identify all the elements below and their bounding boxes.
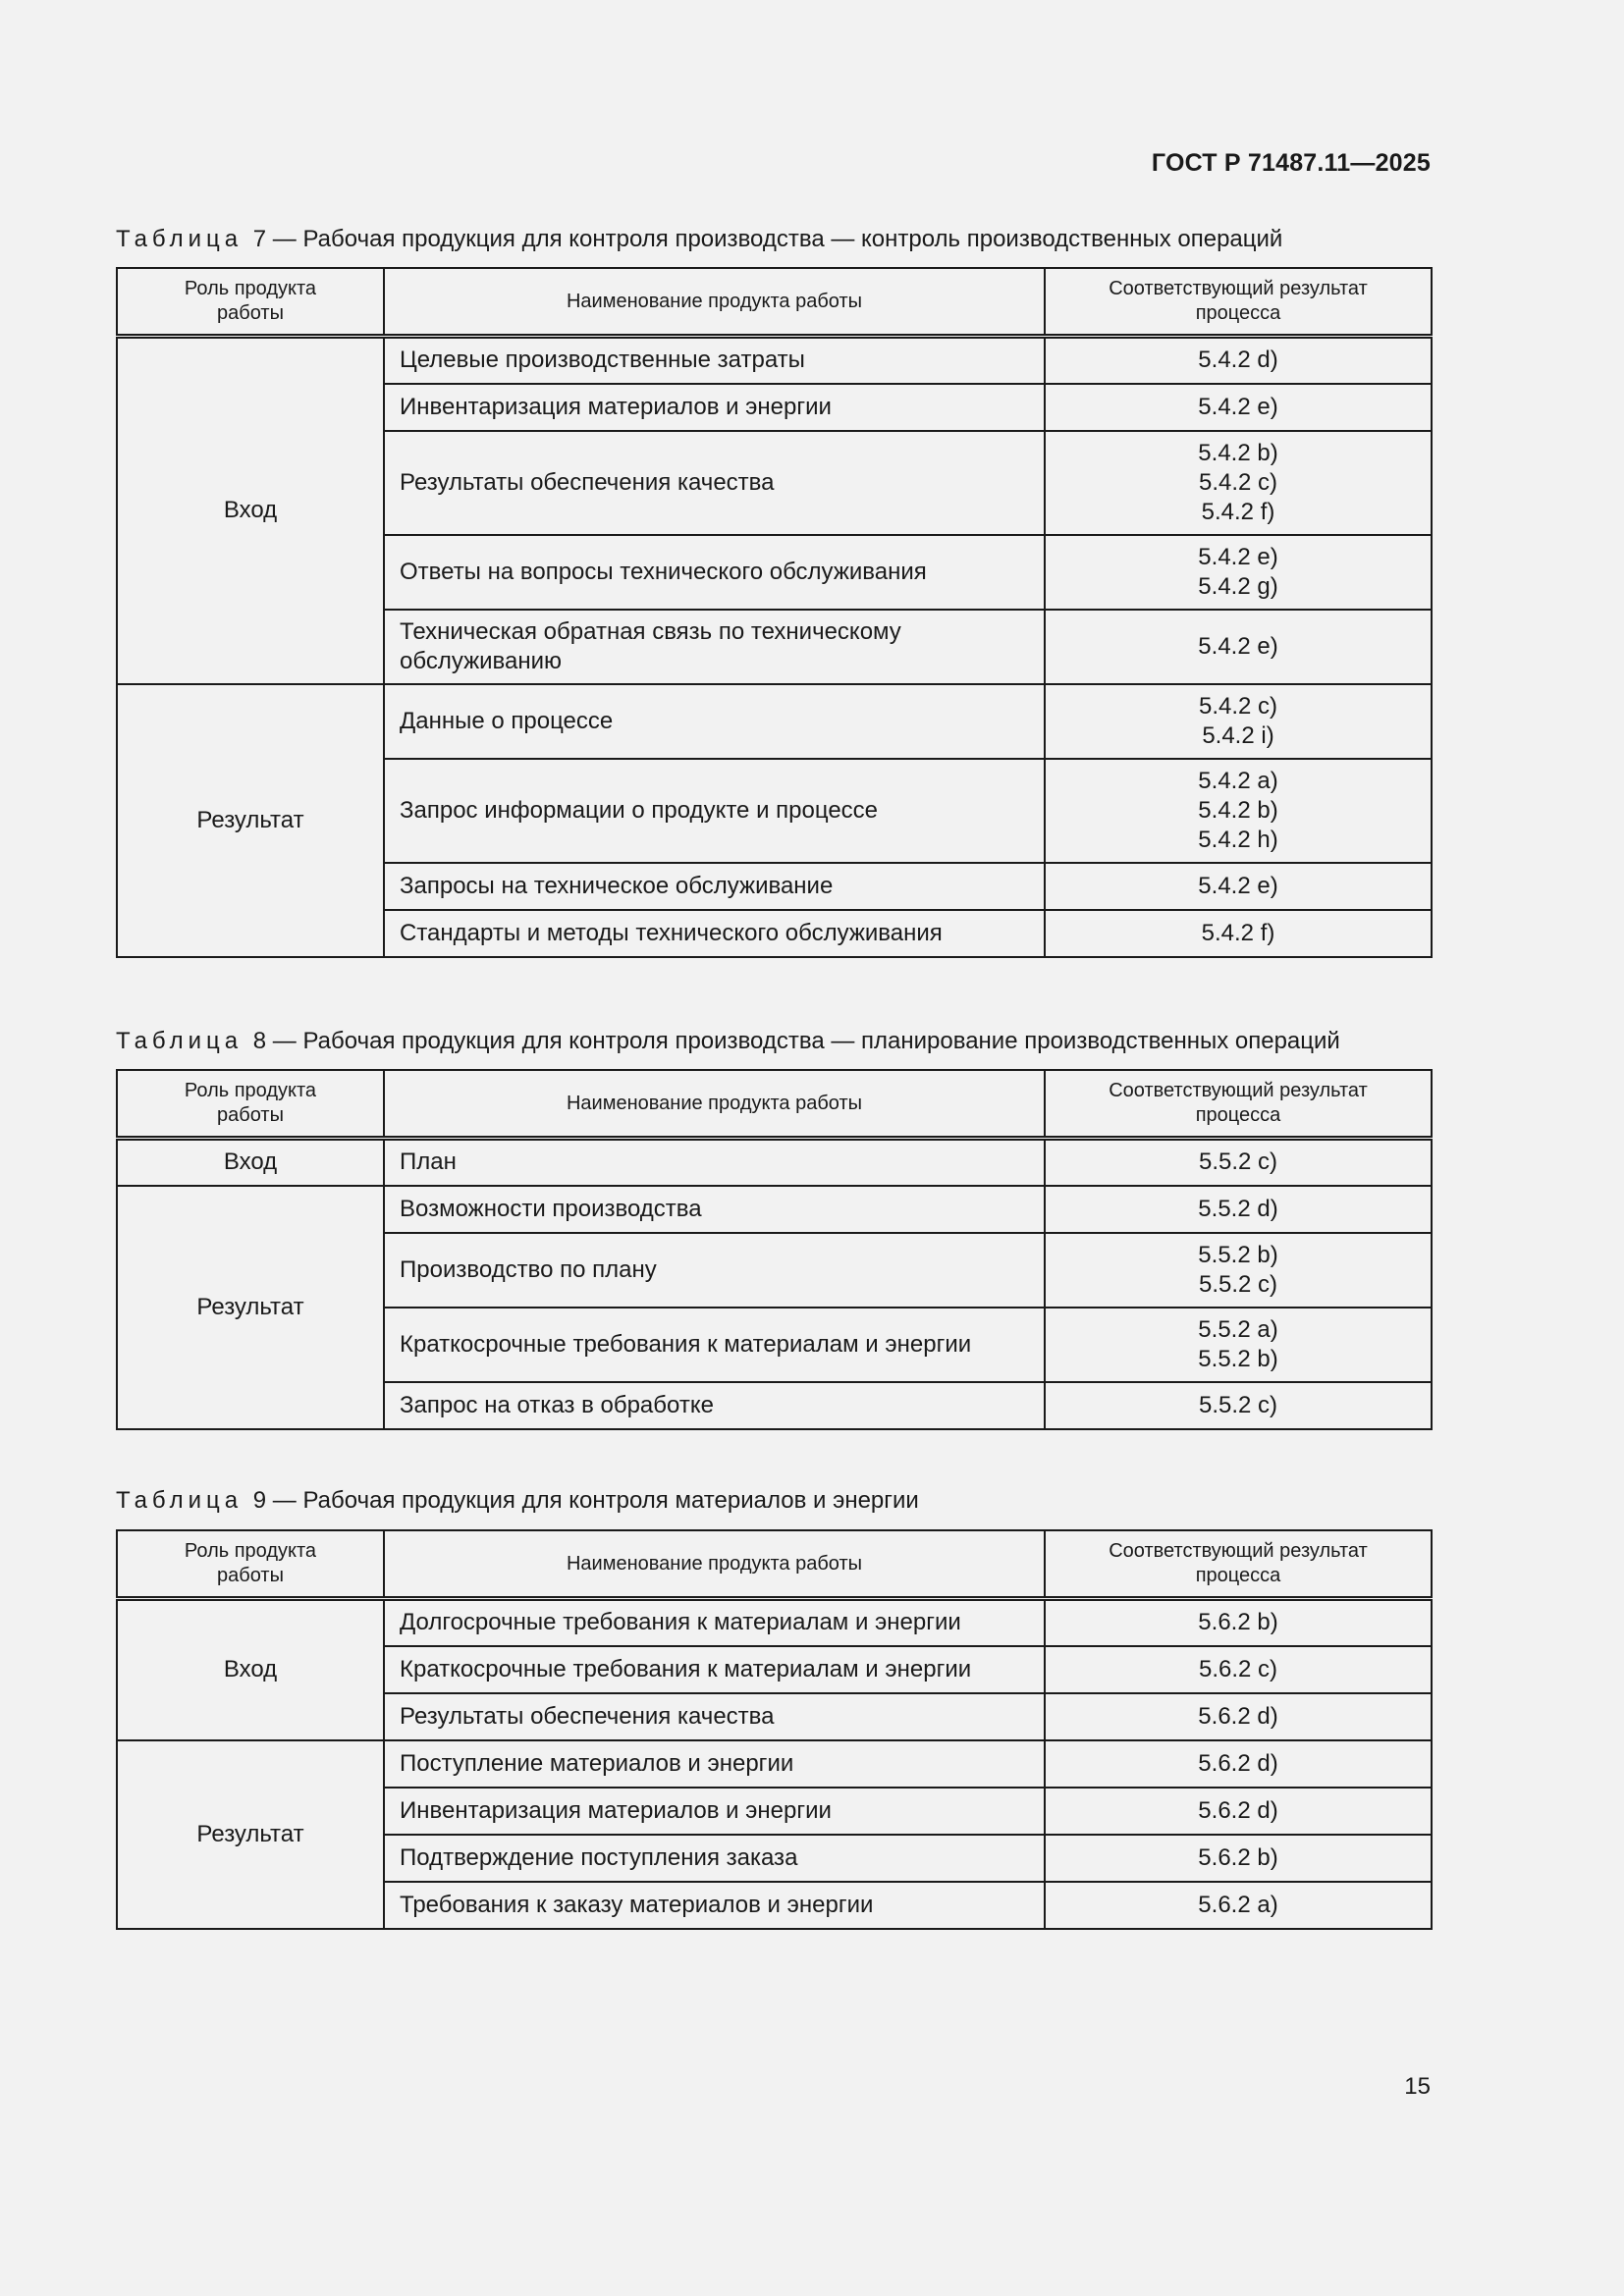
table-header-row xyxy=(117,1070,1432,1139)
table-9 xyxy=(116,1529,1433,1930)
work-product-name: Целевые производственные затраты xyxy=(384,337,1045,384)
table-row xyxy=(117,1599,1432,1646)
column-header-name: Наименование продукта работы xyxy=(384,1530,1045,1599)
column-header-result: Соответствующий результат процесса xyxy=(1045,1070,1432,1139)
table-label: Таблица xyxy=(116,1487,244,1514)
work-product-name: Результаты обеспечения качества xyxy=(384,431,1045,535)
process-result-ref: 5.4.2 i) xyxy=(1202,721,1274,749)
process-result-ref: 5.6.2 d) xyxy=(1198,1796,1278,1824)
process-result-ref: 5.6.2 b) xyxy=(1198,1609,1278,1636)
process-result-cell xyxy=(1045,1308,1432,1382)
work-product-name: Запрос на отказ в обработке xyxy=(384,1382,1045,1429)
table-8 xyxy=(116,1069,1433,1430)
process-result-cell xyxy=(1045,337,1432,384)
process-result-cell xyxy=(1045,384,1432,431)
process-result-cell xyxy=(1045,1882,1432,1929)
process-result-cell xyxy=(1045,1139,1432,1186)
process-result-cell xyxy=(1045,863,1432,910)
process-result-cell xyxy=(1045,1646,1432,1693)
column-header-name: Наименование продукта работы xyxy=(384,1070,1045,1139)
process-result-cell xyxy=(1045,1693,1432,1740)
role-cell: Результат xyxy=(117,684,384,957)
column-header-result: Соответствующий результат процесса xyxy=(1045,268,1432,337)
work-product-name: Производство по плану xyxy=(384,1233,1045,1308)
process-result-ref: 5.5.2 b) xyxy=(1198,1345,1278,1372)
process-result-cell xyxy=(1045,1186,1432,1233)
process-result-ref: 5.6.2 a) xyxy=(1198,1891,1278,1918)
process-result-ref: 5.4.2 c) xyxy=(1198,692,1278,720)
work-product-name: Результаты обеспечения качества xyxy=(384,1693,1045,1740)
process-result-cell xyxy=(1045,1788,1432,1835)
process-result-cell xyxy=(1045,684,1432,759)
work-product-name: Инвентаризация материалов и энергии xyxy=(384,1788,1045,1835)
process-result-cell xyxy=(1045,1382,1432,1429)
work-product-name: Возможности производства xyxy=(384,1186,1045,1233)
process-result-cell xyxy=(1045,1835,1432,1882)
process-result-cell xyxy=(1045,1233,1432,1308)
work-product-name: Поступление материалов и энергии xyxy=(384,1740,1045,1788)
process-result-cell xyxy=(1045,1740,1432,1788)
process-result-ref: 5.5.2 c) xyxy=(1198,1270,1278,1298)
process-result-ref: 5.4.2 b) xyxy=(1198,439,1278,466)
process-result-cell xyxy=(1045,610,1432,684)
process-result-ref: 5.4.2 b) xyxy=(1198,796,1278,824)
process-result-ref: 5.4.2 g) xyxy=(1198,572,1278,600)
process-result-ref: 5.4.2 f) xyxy=(1201,919,1275,946)
table-row xyxy=(117,1186,1432,1233)
table-row xyxy=(117,684,1432,759)
work-product-name: Данные о процессе xyxy=(384,684,1045,759)
table-7-caption xyxy=(116,226,1282,253)
process-result-ref: 5.4.2 f) xyxy=(1201,498,1275,525)
table-9-caption xyxy=(116,1487,919,1515)
work-product-name: Запросы на техническое обслуживание xyxy=(384,863,1045,910)
work-product-name: Требования к заказу материалов и энергии xyxy=(384,1882,1045,1929)
process-result-ref: 5.6.2 d) xyxy=(1198,1702,1278,1730)
process-result-ref: 5.4.2 a) xyxy=(1198,767,1278,794)
column-header-result: Соответствующий результат процесса xyxy=(1045,1530,1432,1599)
process-result-cell xyxy=(1045,431,1432,535)
role-cell: Результат xyxy=(117,1740,384,1929)
process-result-ref: 5.4.2 e) xyxy=(1198,393,1278,420)
table-8-caption xyxy=(116,1028,1340,1055)
role-cell: Вход xyxy=(117,1599,384,1740)
role-cell: Вход xyxy=(117,1139,384,1186)
process-result-cell xyxy=(1045,759,1432,863)
table-header-row xyxy=(117,1530,1432,1599)
process-result-ref: 5.4.2 d) xyxy=(1198,347,1278,374)
work-product-name: Инвентаризация материалов и энергии xyxy=(384,384,1045,431)
table-caption-text: 9 — Рабочая продукция для контроля материалов и энергии xyxy=(252,1487,919,1514)
table-label: Таблица xyxy=(116,1028,244,1054)
process-result-cell xyxy=(1045,1599,1432,1646)
work-product-name: Стандарты и методы технического обслуживания xyxy=(384,910,1045,957)
process-result-ref: 5.5.2 c) xyxy=(1198,1391,1278,1418)
column-header-role: Роль продукта работы xyxy=(117,1530,384,1599)
work-product-name: Подтверждение поступления заказа xyxy=(384,1835,1045,1882)
column-header-role: Роль продукта работы xyxy=(117,268,384,337)
process-result-ref: 5.5.2 a) xyxy=(1198,1315,1278,1343)
process-result-ref: 5.4.2 e) xyxy=(1198,543,1278,570)
work-product-name: Запрос информации о продукте и процессе xyxy=(384,759,1045,863)
work-product-name: План xyxy=(384,1139,1045,1186)
process-result-cell xyxy=(1045,535,1432,610)
process-result-ref: 5.6.2 b) xyxy=(1198,1843,1278,1871)
work-product-name: Ответы на вопросы технического обслуживания xyxy=(384,535,1045,610)
process-result-ref: 5.6.2 d) xyxy=(1198,1749,1278,1777)
process-result-ref: 5.5.2 d) xyxy=(1198,1195,1278,1222)
table-row xyxy=(117,1139,1432,1186)
column-header-role: Роль продукта работы xyxy=(117,1070,384,1139)
process-result-ref: 5.4.2 h) xyxy=(1198,826,1278,853)
role-cell: Результат xyxy=(117,1186,384,1429)
table-row xyxy=(117,1740,1432,1788)
work-product-name: Долгосрочные требования к материалам и энергии xyxy=(384,1599,1045,1646)
table-caption-text: 7 — Рабочая продукция для контроля производства — контроль производственных операций xyxy=(252,226,1283,252)
process-result-ref: 5.4.2 e) xyxy=(1198,632,1278,660)
table-header-row xyxy=(117,268,1432,337)
process-result-cell xyxy=(1045,910,1432,957)
process-result-ref: 5.5.2 b) xyxy=(1198,1241,1278,1268)
page-number: 15 xyxy=(1404,2073,1431,2100)
process-result-ref: 5.4.2 e) xyxy=(1198,872,1278,899)
table-row xyxy=(117,337,1432,384)
role-cell: Вход xyxy=(117,337,384,684)
work-product-name: Краткосрочные требования к материалам и энергии xyxy=(384,1308,1045,1382)
process-result-ref: 5.6.2 c) xyxy=(1198,1655,1278,1682)
table-caption-text: 8 — Рабочая продукция для контроля производства — планирование производственных операций xyxy=(252,1028,1340,1054)
column-header-name: Наименование продукта работы xyxy=(384,268,1045,337)
work-product-name: Краткосрочные требования к материалам и энергии xyxy=(384,1646,1045,1693)
table-label: Таблица xyxy=(116,226,244,252)
table-7 xyxy=(116,267,1433,958)
work-product-name: Техническая обратная связь по техническому обслуживанию xyxy=(384,610,1045,684)
process-result-ref: 5.5.2 c) xyxy=(1198,1148,1278,1176)
process-result-ref: 5.4.2 c) xyxy=(1198,468,1278,496)
document-code: ГОСТ Р 71487.11—2025 xyxy=(1151,149,1431,177)
